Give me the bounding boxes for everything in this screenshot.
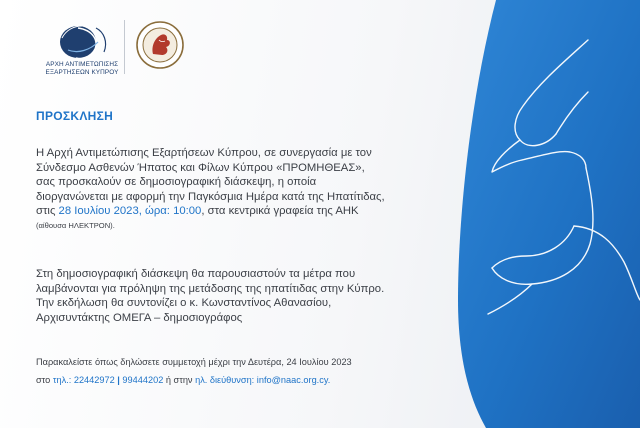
naac-logo-icon (48, 20, 116, 64)
event-room: (αίθουσα ΗΛΕΚΤΡΟΝ). (36, 220, 115, 230)
naac-logo-line1: ΑΡΧΗ ΑΝΤΙΜΕΤΩΠΙΣΗΣ (45, 61, 119, 68)
phone-separator: | (117, 375, 120, 385)
invitation-line-datetime (36, 204, 385, 219)
invitation-line: Η Αρχή Αντιμετώπισης Εξαρτήσεων Κύπρου, σε συνεργασία με τον (36, 147, 372, 159)
invitation-paragraph (36, 146, 385, 234)
email-link[interactable]: ηλ. διεύθυνση: info@naac.org.cy. (195, 375, 331, 385)
phone-2[interactable]: 99444202 (122, 375, 164, 385)
dove-icon (488, 40, 640, 314)
logo-divider (124, 20, 125, 74)
page-title: ΠΡΟΣΚΛΗΣΗ (36, 109, 114, 123)
details-line: Την εκδήλωση θα συντονίζει ο κ. Κωνσταντίνος Αθανασίου, (36, 297, 332, 310)
contact-at: στο (36, 375, 53, 385)
invitation-line: διοργανώνεται με αφορμή την Παγκόσμια Ημέρα κατά της Ηπατίτιδας, (36, 190, 385, 203)
rsvp-deadline: Παρακαλείστε όπως δηλώσετε συμμετοχή μέχρι την Δευτέρα, 24 Ιουλίου 2023 (36, 357, 352, 367)
event-time: ώρα: 10:00 (145, 205, 202, 218)
details-paragraph (36, 267, 384, 325)
rsvp-contact (36, 374, 330, 386)
datetime-prefix: στις (36, 205, 59, 218)
naac-logo-text (28, 61, 136, 76)
invitation-line: σας προσκαλούν σε δημοσιογραφική διάσκεψη, η οποία (36, 176, 317, 189)
phone-1[interactable]: τηλ.: 22442972 (52, 375, 115, 385)
naac-logo-line2: ΕΞΑΡΤΗΣΕΩΝ ΚΥΠΡΟΥ (45, 68, 119, 76)
datetime-comma: , (138, 205, 146, 218)
details-line: Στη δημοσιογραφική διάσκεψη θα παρουσιαστούν τα μέτρα που (36, 268, 356, 280)
event-venue: , στα κεντρικά γραφεία της ΑΗΚ (201, 205, 359, 218)
event-date: 28 Ιουλίου 2023 (58, 205, 139, 218)
invitation-line: Σύνδεσμο Ασθενών Ήπατος και Φίλων Κύπρου «ΠΡΟΜΗΘΕΑΣ», (36, 161, 365, 174)
contact-or: ή στην (163, 375, 196, 385)
details-line: λαμβάνονται για πρόληψη της μετάδοσης της ηπατίτιδας στην Κύπρο. (36, 282, 385, 295)
prometheus-logo-icon (135, 20, 185, 70)
details-line: Αρχισυντάκτης ΟΜΕΓΑ – δημοσιογράφος (36, 311, 243, 324)
